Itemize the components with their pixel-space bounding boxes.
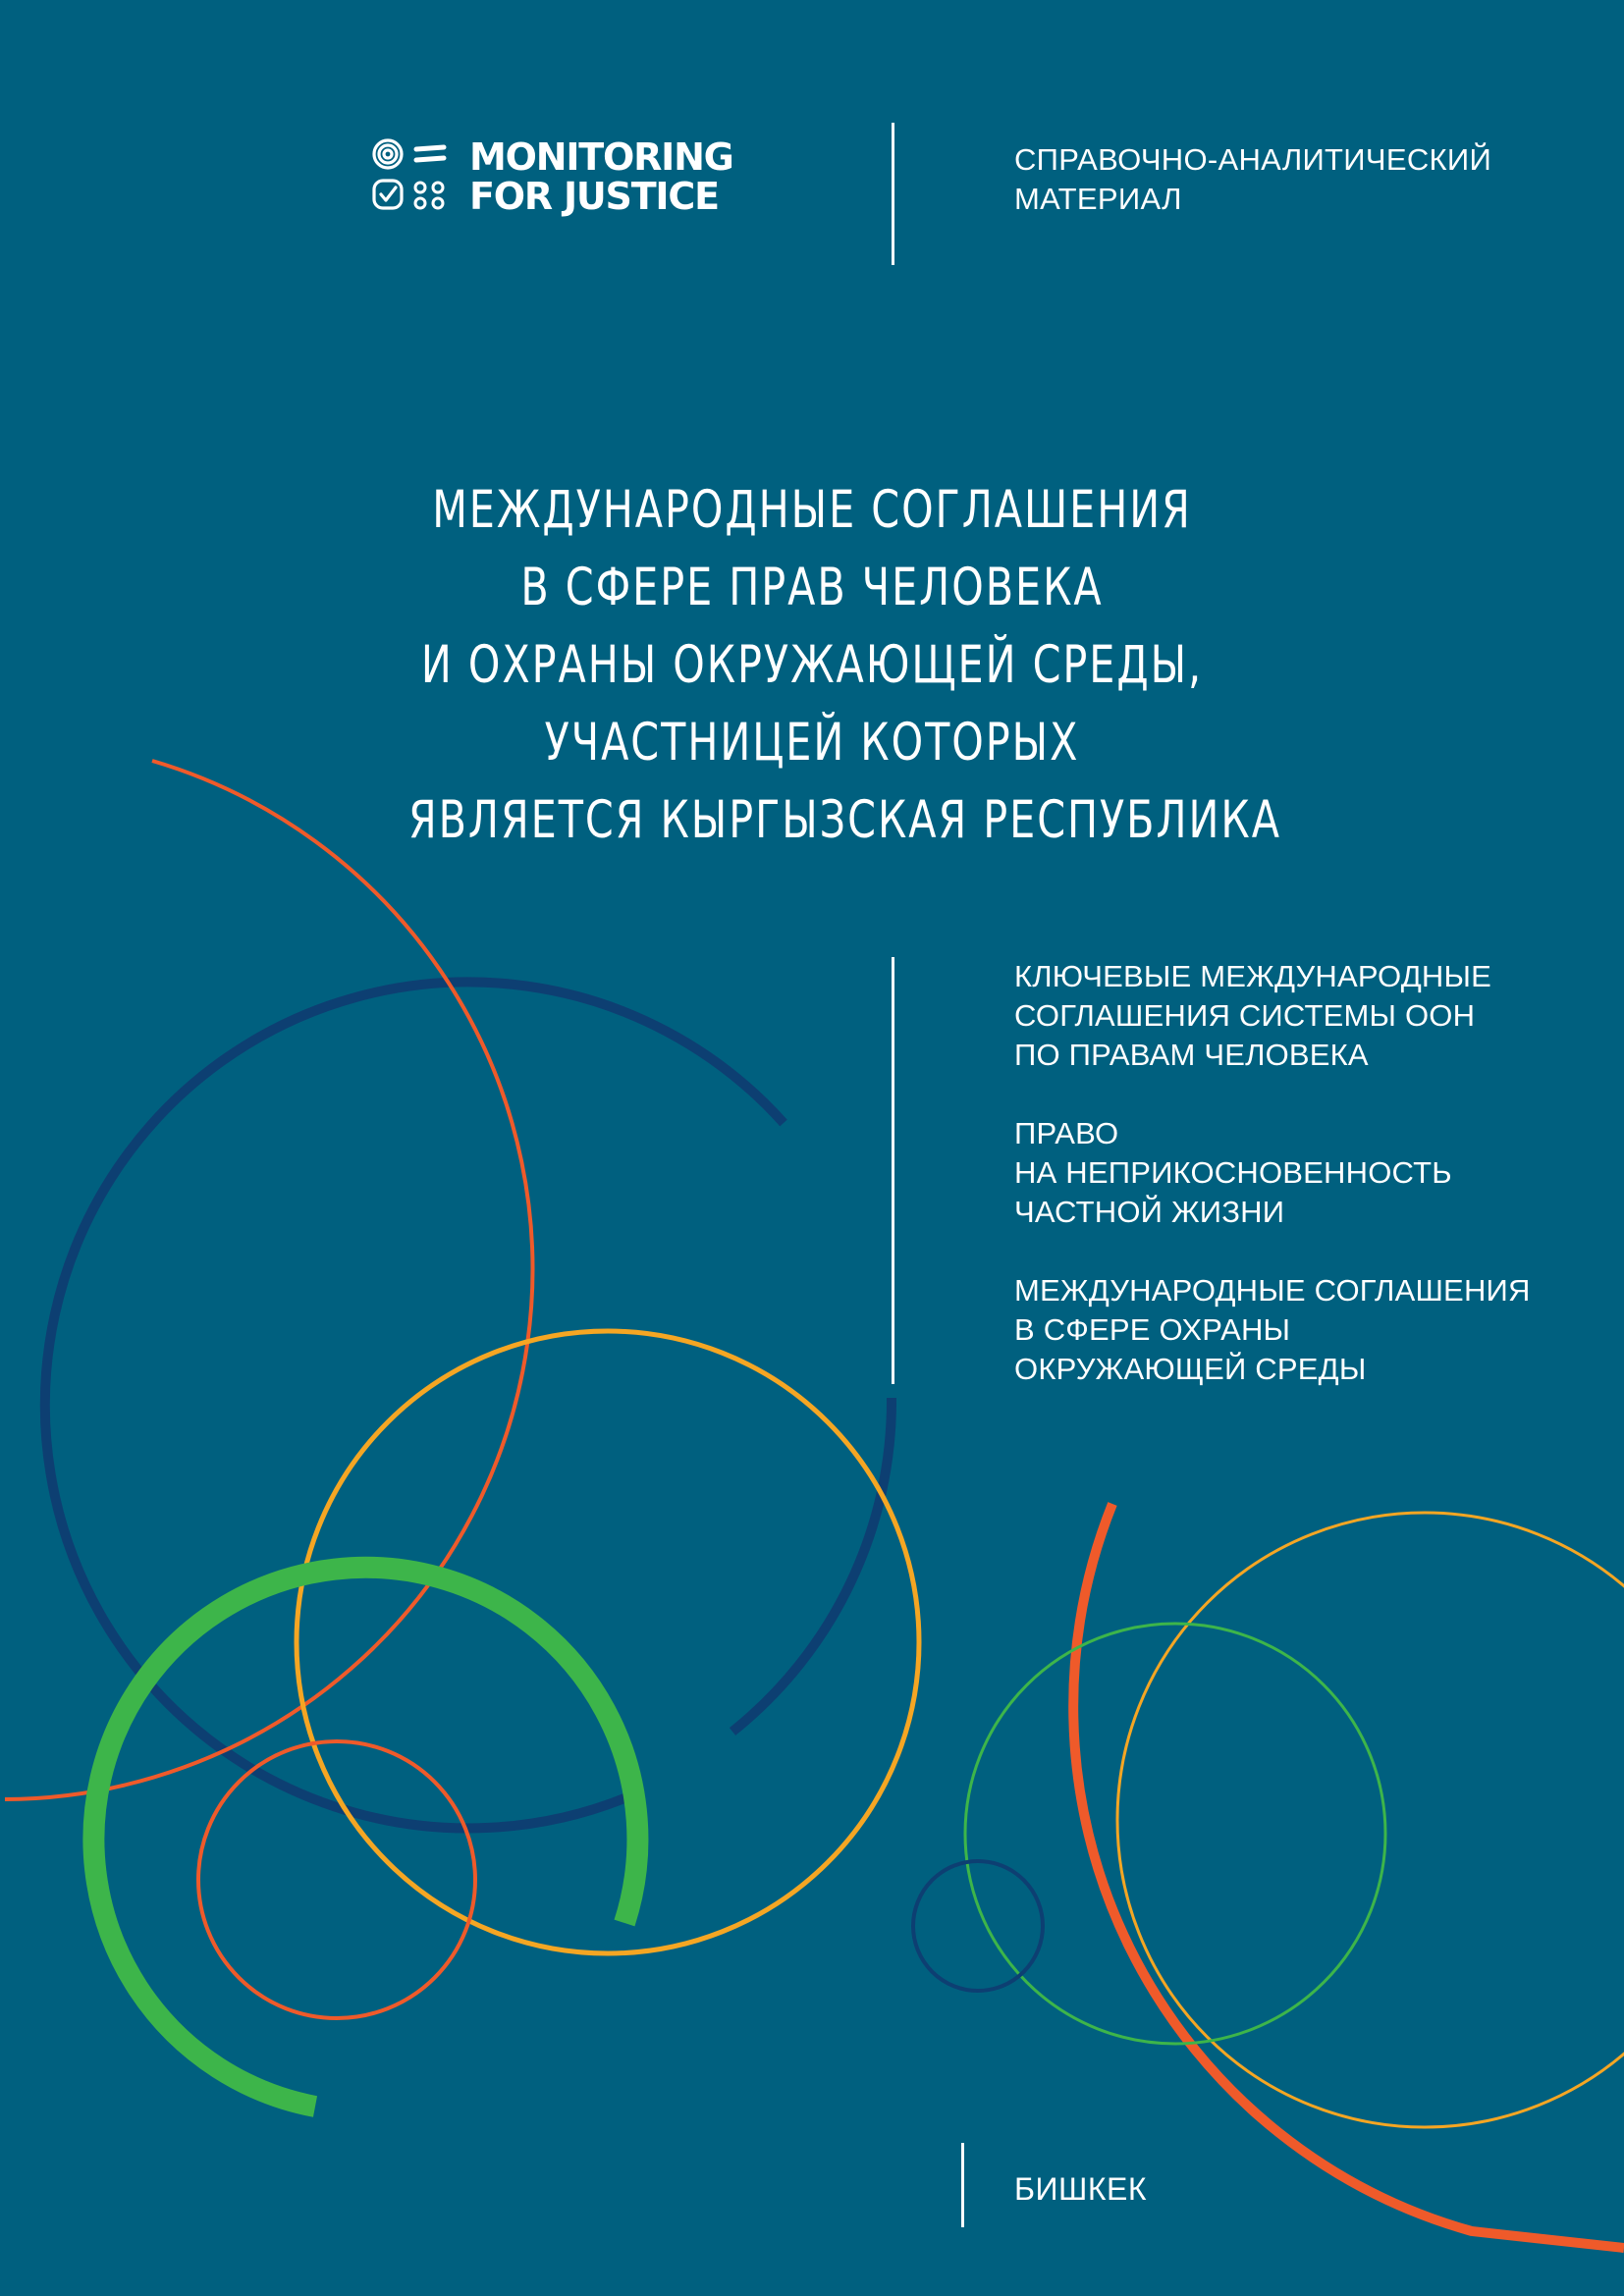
yellow-circle-left	[297, 1331, 919, 1953]
brand-name-line1: MONITORING	[469, 135, 733, 179]
title-line: МЕЖДУНАРОДНЫЕ СОГЛАШЕНИЯ	[432, 480, 1192, 540]
brand-logo	[371, 137, 733, 216]
divider-bottom	[961, 2143, 964, 2227]
contents-item-line: ПРАВО	[1014, 1116, 1119, 1150]
document-type	[1014, 140, 1491, 219]
brand-name	[469, 137, 733, 216]
title-line: И ОХРАНЫ ОКРУЖАЮЩЕЙ СРЕДЫ,	[420, 635, 1204, 695]
title-line: ЯВЛЯЕТСЯ КЫРГЫЗСКАЯ РЕСПУБЛИКА	[407, 790, 1281, 850]
orange-arc-right-thick	[1073, 1504, 1624, 2248]
contents-item-line: КЛЮЧЕВЫЕ МЕЖДУНАРОДНЫЕ	[1014, 959, 1491, 993]
contents-item	[1014, 957, 1531, 1075]
divider-middle	[892, 957, 894, 1384]
title-line: УЧАСТНИЦЕЙ КОТОРЫХ	[544, 713, 1080, 773]
navy-arc-large	[45, 982, 784, 1828]
green-circle-right	[965, 1624, 1385, 2044]
contents-item-line: СОГЛАШЕНИЯ СИСТЕМЫ ООН	[1014, 998, 1476, 1033]
document-type-line2: МАТЕРИАЛ	[1014, 182, 1182, 216]
brand-name-line2: FOR JUSTICE	[469, 175, 719, 218]
contents-item	[1014, 1271, 1531, 1389]
page-title	[407, 471, 1281, 859]
contents-item-line: МЕЖДУНАРОДНЫЕ СОГЛАШЕНИЯ	[1014, 1273, 1531, 1308]
dots-grid-icon	[415, 183, 443, 208]
fingerprint-icon	[374, 140, 402, 168]
contents-item-line: ЧАСТНОЙ ЖИЗНИ	[1014, 1195, 1285, 1229]
title-line: В СФЕРЕ ПРАВ ЧЕЛОВЕКА	[520, 558, 1104, 617]
equals-icon	[416, 147, 444, 160]
orange-circle-small	[198, 1741, 475, 2018]
contents-item-line: ОКРУЖАЮЩЕЙ СРЕДЫ	[1014, 1352, 1367, 1386]
divider-top	[892, 123, 894, 265]
navy-arc-right	[732, 1398, 892, 1732]
checkmark-icon	[374, 181, 402, 208]
orange-arc-large	[5, 761, 532, 1799]
navy-circle-small	[913, 1861, 1043, 1991]
contents-item-line: НА НЕПРИКОСНОВЕННОСТЬ	[1014, 1155, 1452, 1190]
contents-item	[1014, 1114, 1531, 1232]
publication-city: БИШКЕК	[1014, 2171, 1147, 2207]
logo-mark	[371, 137, 450, 216]
contents-list	[1014, 957, 1531, 1428]
contents-item-line: В СФЕРЕ ОХРАНЫ	[1014, 1312, 1291, 1347]
yellow-circle-right	[1117, 1513, 1624, 2127]
contents-item-line: ПО ПРАВАМ ЧЕЛОВЕКА	[1014, 1038, 1369, 1072]
document-type-line1: СПРАВОЧНО-АНАЛИТИЧЕСКИЙ	[1014, 142, 1492, 177]
